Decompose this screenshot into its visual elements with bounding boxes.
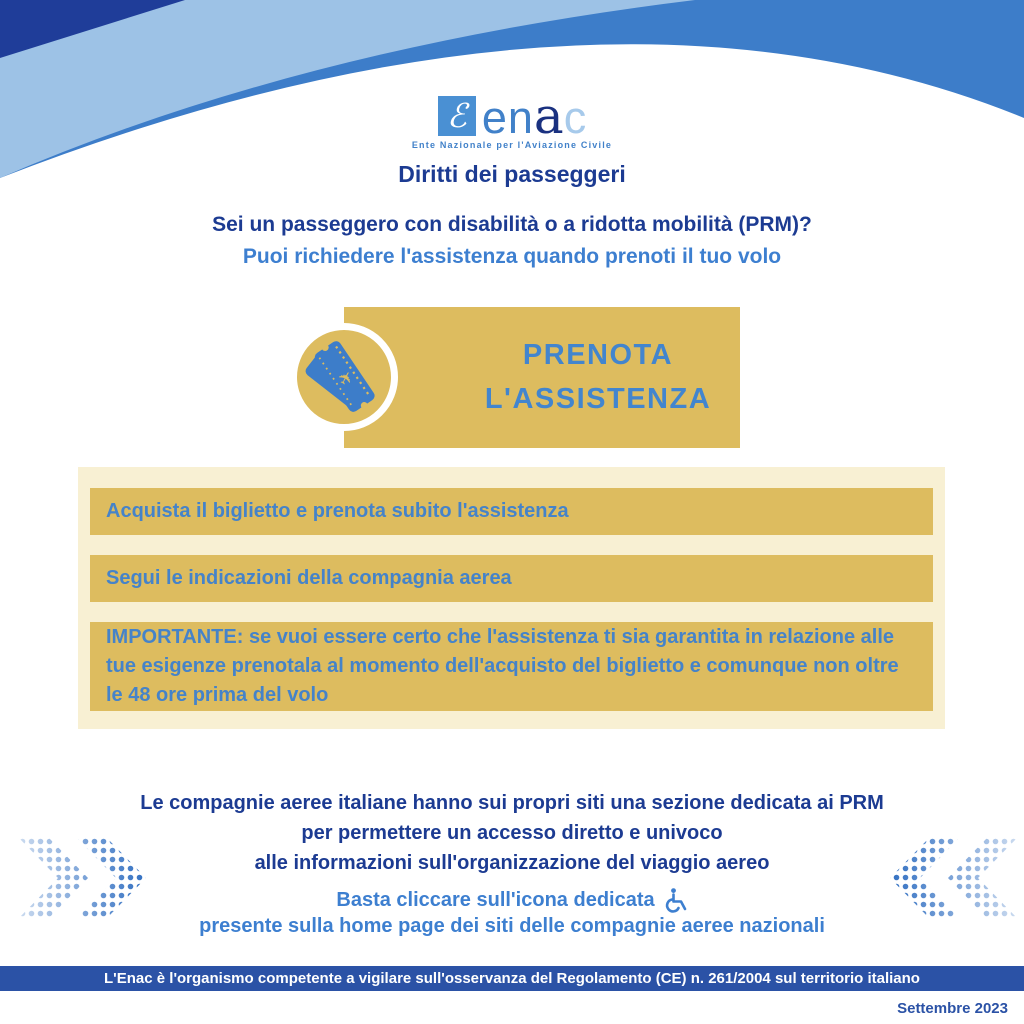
prenota-assistenza-label: PRENOTA L'ASSISTENZA <box>484 339 712 415</box>
logo-letter-a: a <box>533 87 564 145</box>
steps-panel <box>78 467 945 729</box>
enac-logo <box>0 87 1024 150</box>
svg-text:✈: ✈ <box>334 367 359 390</box>
step-bar-1: Acquista il biglietto e prenota subito l'assistenza <box>90 488 933 535</box>
intro-question: Sei un passeggero con disabilità o a ridotta mobilità (PRM)? <box>212 213 812 236</box>
info-line-3: alle informazioni sull'organizzazione del viaggio aereo <box>254 852 770 874</box>
enac-logo-wordmark <box>481 87 587 145</box>
dotted-chevrons-right-icon <box>18 837 146 919</box>
footer-date: Settembre 2023 <box>897 1000 1008 1017</box>
page-title: Diritti dei passeggeri <box>398 161 626 187</box>
footer-notice-bar: L'Enac è l'organismo competente a vigilare sull'osservanza del Regolamento (CE) n. 261/2004 sul territorio italiano <box>0 966 1024 991</box>
info-line-2: per permettere un accesso diretto e univoco <box>301 822 723 844</box>
click-instruction-line-1 <box>0 887 1024 914</box>
click-instruction-line-2: presente sulla home page dei siti delle compagnie aeree nazionali <box>199 915 825 937</box>
info-line-1: Le compagnie aeree italiane hanno sui propri siti una sezione dedicata ai PRM <box>140 792 884 814</box>
logo-letter-c: c <box>563 92 587 143</box>
wheelchair-icon <box>664 887 688 914</box>
airplane-tickets-icon <box>302 335 386 419</box>
dotted-chevrons-left-icon <box>890 837 1018 919</box>
logo-letters-en: en <box>481 92 534 143</box>
prenota-assistenza-button[interactable] <box>344 307 740 448</box>
enac-logo-mark-icon: ℰ <box>438 96 476 136</box>
click-instruction-text: Basta cliccare sull'icona dedicata <box>336 889 655 911</box>
step-bar-important: IMPORTANTE: se vuoi essere certo che l'assistenza ti sia garantita in relazione alle tue esigenze prenotala al momento dell'acquisto del biglietto e comunque non oltre le 48 ore prima del volo <box>90 622 933 711</box>
enac-logo-tagline: Ente Nazionale per l'Aviazione Civile <box>411 140 613 150</box>
step-bar-2: Segui le indicazioni della compagnia aerea <box>90 555 933 602</box>
cta-icon-circle <box>290 323 398 431</box>
intro-answer: Puoi richiedere l'assistenza quando prenoti il tuo volo <box>242 245 782 268</box>
